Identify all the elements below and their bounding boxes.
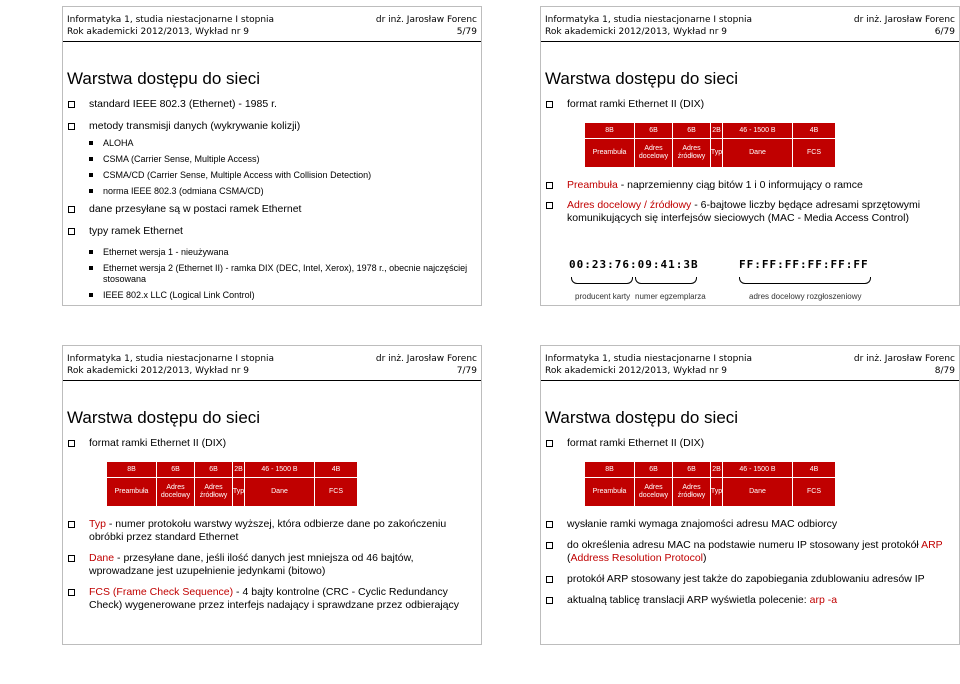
slide-content — [545, 98, 955, 225]
mac-label-broadcast: adres docelowy rozgłoszeniowy — [749, 292, 862, 301]
frame-field-cell: Adres źródłowy — [673, 478, 711, 506]
bullet-item: do określenia adresu MAC na podstawie numeru IP stosowany jest protokół ARP (Address Resolution Protocol) — [545, 539, 955, 565]
frame-field-cell: Adres docelowy — [635, 478, 673, 506]
author-label: dr inż. Jarosław Forenc — [853, 354, 955, 364]
frame-field-cell: Preambuła — [585, 478, 635, 506]
course-label: Informatyka 1, studia niestacjonarne I stopnia — [545, 354, 753, 364]
ethernet-frame-diagram — [585, 123, 835, 167]
header-divider — [63, 380, 481, 381]
sub-bullet-item: ALOHA — [67, 138, 477, 149]
frame-size-cell: 2B — [711, 462, 723, 477]
frame-field-cell: Adres źródłowy — [673, 139, 711, 167]
frame-field-cell: Adres docelowy — [635, 139, 673, 167]
slide-8 — [540, 345, 960, 645]
slide-header — [541, 352, 959, 388]
term-label: Rok akademicki 2012/2013, Wykład nr 9 — [545, 366, 728, 376]
author-label: dr inż. Jarosław Forenc — [853, 15, 955, 25]
frame-size-cell: 6B — [673, 123, 711, 138]
header-divider — [541, 41, 959, 42]
bullet-item: Typ - numer protokołu warstwy wyższej, która odbierze dane po zakończeniu obróbki przez standard Ethernet — [67, 518, 477, 544]
frame-size-cell: 46 - 1500 B — [723, 123, 793, 138]
brace-serial — [635, 277, 697, 284]
frame-size-cell: 4B — [809, 126, 819, 134]
course-label: Informatyka 1, studia niestacjonarne I stopnia — [67, 354, 275, 364]
bullet-item: typy ramek Ethernet — [67, 225, 477, 238]
header-divider — [63, 41, 481, 42]
slide-header — [541, 13, 959, 49]
bullet-item: format ramki Ethernet II (DIX) — [545, 98, 955, 111]
sub-bullet-item: Ethernet wersja 2 (Ethernet II) - ramka DIX (DEC, Intel, Xerox), 1978 r., obecnie najczęściej stosowana — [67, 263, 477, 285]
bullet-item: standard IEEE 802.3 (Ethernet) - 1985 r. — [67, 98, 477, 111]
frame-size-cell: 4B — [809, 465, 819, 473]
frame-field-cell: Adres źródłowy — [195, 478, 233, 506]
slide-content — [545, 437, 955, 607]
sub-bullet-item: CSMA/CD (Carrier Sense, Multiple Access with Collision Detection) — [67, 170, 477, 181]
bullet-item: Dane - przesyłane dane, jeśli ilość danych jest mniejsza od 46 bajtów, wprowadzane jest uzupełnienie jedynkami (bitowo) — [67, 552, 477, 578]
slide-header — [63, 352, 481, 388]
sub-bullet-item: IEEE 802.x LLC (Logical Link Control) — [67, 290, 477, 301]
slide-title: Warstwa dostępu do sieci — [67, 408, 261, 427]
frame-field-cell: Dane — [723, 139, 793, 167]
author-label: dr inż. Jarosław Forenc — [375, 354, 477, 364]
bullet-item: Preambuła - naprzemienny ciąg bitów 1 i 0 informujący o ramce — [545, 179, 955, 192]
frame-field-cell: FCS — [807, 488, 821, 495]
bullet-item: dane przesyłane są w postaci ramek Ethernet — [67, 203, 477, 216]
frame-sizes-row — [585, 123, 835, 139]
sub-bullet-item: CSMA (Carrier Sense, Multiple Access) — [67, 154, 477, 165]
frame-fields-row — [585, 478, 835, 506]
bullet-item: Adres docelowy / źródłowy - 6-bajtowe liczby będące adresami sprzętowymi komunikujących się interfejsów sieciowych (MAC - Media Access Control) — [545, 199, 955, 225]
slide-title: Warstwa dostępu do sieci — [545, 69, 739, 88]
bullet-item: FCS (Frame Check Sequence) - 4 bajty kontrolne (CRC - Cyclic Redundancy Check) wygenerowane przez interfejs nadający i sprawdzane przez odbierający — [67, 586, 477, 612]
page-number: 7/79 — [456, 366, 477, 376]
mac-label-vendor: producent karty — [575, 292, 631, 301]
slide-5 — [62, 6, 482, 306]
course-label: Informatyka 1, studia niestacjonarne I stopnia — [67, 15, 275, 25]
term-label: Rok akademicki 2012/2013, Wykład nr 9 — [67, 366, 250, 376]
bullet-item: wysłanie ramki wymaga znajomości adresu MAC odbiorcy — [545, 518, 955, 531]
frame-fields-row — [585, 139, 835, 167]
frame-sizes-row — [585, 462, 835, 478]
bullet-item: protokół ARP stosowany jest także do zapobiegania zdublowaniu adresów IP — [545, 573, 955, 586]
frame-sizes-row — [107, 462, 357, 478]
mac-address-broadcast: FF:FF:FF:FF:FF:FF — [739, 258, 869, 271]
mac-label-serial: numer egzemplarza — [635, 292, 706, 301]
slide-content — [67, 98, 477, 301]
frame-size-cell: 6B — [635, 123, 673, 138]
bullet-item: metody transmisji danych (wykrywanie kolizji) — [67, 120, 477, 133]
slide-7 — [62, 345, 482, 645]
frame-size-cell: 46 - 1500 B — [723, 462, 793, 477]
slide-title: Warstwa dostępu do sieci — [67, 69, 261, 88]
frame-field-cell: FCS — [329, 488, 343, 495]
term-label: Rok akademicki 2012/2013, Wykład nr 9 — [545, 27, 728, 37]
brace-vendor — [571, 277, 633, 284]
author-label: dr inż. Jarosław Forenc — [375, 15, 477, 25]
frame-size-cell: 2B — [233, 462, 245, 477]
bullet-item: aktualną tablicę translacji ARP wyświetla polecenie: arp -a — [545, 594, 955, 607]
frame-size-cell: 8B — [107, 462, 157, 477]
frame-field-cell: Typ — [233, 478, 245, 506]
frame-field-cell: Preambuła — [585, 139, 635, 167]
slide-content — [67, 437, 477, 612]
sub-bullet-item: norma IEEE 802.3 (odmiana CSMA/CD) — [67, 186, 477, 197]
frame-size-cell: 6B — [157, 462, 195, 477]
slide-title: Warstwa dostępu do sieci — [545, 408, 739, 427]
frame-size-cell: 8B — [585, 123, 635, 138]
frame-size-cell: 6B — [673, 462, 711, 477]
term-label: Rok akademicki 2012/2013, Wykład nr 9 — [67, 27, 250, 37]
frame-field-cell: Dane — [245, 478, 315, 506]
page-number: 8/79 — [934, 366, 955, 376]
bullet-item: format ramki Ethernet II (DIX) — [545, 437, 955, 450]
page-number: 5/79 — [456, 27, 477, 37]
frame-size-cell: 8B — [585, 462, 635, 477]
frame-size-cell: 4B — [331, 465, 341, 473]
slide-6 — [540, 6, 960, 306]
frame-field-cell: Typ — [711, 478, 723, 506]
sub-bullet-item: Ethernet wersja 1 - nieużywana — [67, 247, 477, 258]
slide-header — [63, 13, 481, 49]
frame-field-cell: Adres docelowy — [157, 478, 195, 506]
mac-address-example: 00:23:76:09:41:3B — [569, 258, 699, 271]
ethernet-frame-diagram — [107, 462, 357, 506]
page-number: 6/79 — [934, 27, 955, 37]
frame-field-cell: Typ — [711, 139, 723, 167]
frame-field-cell: Dane — [723, 478, 793, 506]
frame-size-cell: 2B — [711, 123, 723, 138]
ethernet-frame-diagram — [585, 462, 835, 506]
brace-broadcast — [739, 277, 871, 284]
course-label: Informatyka 1, studia niestacjonarne I stopnia — [545, 15, 753, 25]
header-divider — [541, 380, 959, 381]
frame-size-cell: 46 - 1500 B — [245, 462, 315, 477]
frame-field-cell: Preambuła — [107, 478, 157, 506]
frame-fields-row — [107, 478, 357, 506]
bullet-item: format ramki Ethernet II (DIX) — [67, 437, 477, 450]
frame-field-cell: FCS — [807, 149, 821, 156]
frame-size-cell: 6B — [195, 462, 233, 477]
frame-size-cell: 6B — [635, 462, 673, 477]
